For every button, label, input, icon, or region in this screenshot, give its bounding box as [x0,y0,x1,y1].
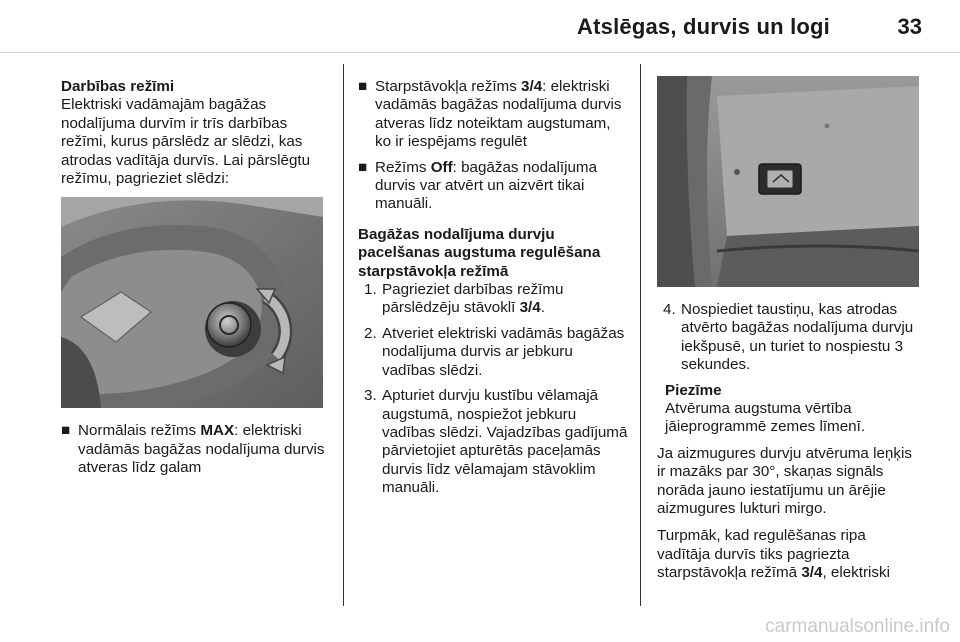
column-3 [657,76,919,592]
mode-label-3-4: 3/4 [801,564,823,582]
section-heading-height-adjust: Bagāžas nodalījuma durvju pacelšanas augstuma regulēšana starpstāvokļa režīmā [358,225,601,280]
note-box [665,382,919,437]
step-text: Pagrieziet darbības režīmu pārslēdzēju stāvoklī [382,281,564,317]
column-2 [358,78,630,505]
bullet-marker: ■ [358,78,368,95]
paragraph-text: Turpmāk, kad regulēšanas ripa vadītāja durvīs tiks pagriezta starpstāvokļa režīmā [657,527,866,582]
step-number: 1. [364,281,377,299]
step-3 [358,387,630,497]
paragraph-beep-signal: Ja aizmugures durvju atvēruma leņķis ir mazāks par 30°, skaņas signāls norāda jauno iestatījumu un ārējie aizmugures lukturi mirgo. [657,444,912,518]
step-text: Apturiet durvju kustību vēlamajā augstumā, nospiežot jebkuru vadības slēdzi. Vajadzības gadījumā pārvietojiet apturētās paceļamās durvis līdz vēlamajam stāvoklim manuāli. [382,387,628,497]
bullet-marker: ■ [61,422,71,440]
note-text: Atvēruma augstuma vērtība jāieprogrammē zemes līmenī. [665,400,866,436]
bullet-marker: ■ [358,158,368,176]
bullet-mode-3-4 [358,78,630,152]
mode-label-3-4: 3/4 [521,78,543,95]
step-4 [657,301,919,375]
step-1 [358,281,630,318]
bullet-text-tail: : elektriski vadāmās bagāžas nodalījuma durvis atveras līdz galam [78,422,325,477]
mode-label-max: MAX [200,422,235,440]
page-number: 33 [897,14,922,39]
step-number: 2. [364,324,377,342]
step-number: 4. [663,301,676,318]
watermark-text: carmanualsonline.info [765,616,950,637]
bullet-text: Režīms [375,158,431,176]
bullet-text-tail: : elektriski vadāmās bagāžas nodalījuma durvis atveras līdz noteiktam augstumam, ko ir iespējams regulēt [375,78,622,151]
door-switch-illustration [61,197,323,408]
step-text: Nospiediet taustiņu, kas atrodas atvērto bagāžas nodalījuma durvju iekšpusē, un turiet to nospiestu 3 sekundes. [681,301,914,374]
paragraph-text-tail: , elektriski [822,564,890,582]
step-text: Atveriet elektriski vadāmās bagāžas nodalījuma durvis ar jebkuru vadības slēdzi. [382,324,625,379]
header-rule [0,52,960,53]
bullet-text: Normālais režīms [78,422,201,440]
column-divider-2 [640,64,641,606]
step-text-tail: . [540,299,545,317]
intro-paragraph: Elektriski vadāmajām bagāžas nodalījuma durvīm ir trīs darbības režīmi, kurus pārslēdz ar slēdzi, kas atrodas vadītāja durvīs. Lai pārslēgtu režīmu, pagrieziet slēdzi: [61,96,311,188]
bullet-text: Starpstāvokļa režīms [375,78,522,95]
column-divider-1 [343,64,344,606]
section-heading-modes: Darbības režīmi [61,78,175,95]
bullet-mode-off [358,159,630,214]
bullet-mode-max [61,422,331,477]
tailgate-button-illustration [657,76,919,287]
paragraph-continuation [657,527,919,582]
page-header-title: Atslēgas, durvis un logi [577,14,830,39]
mode-label-off: Off [430,158,453,176]
step-2 [358,325,630,380]
mode-label-3-4: 3/4 [519,299,541,317]
bullet-text-tail: : bagāžas nodalījuma durvis var atvērt un aizvērt tikai manuāli. [375,158,598,213]
step-number: 3. [364,387,377,405]
note-title: Piezīme [665,381,722,399]
column-1 [61,78,331,485]
